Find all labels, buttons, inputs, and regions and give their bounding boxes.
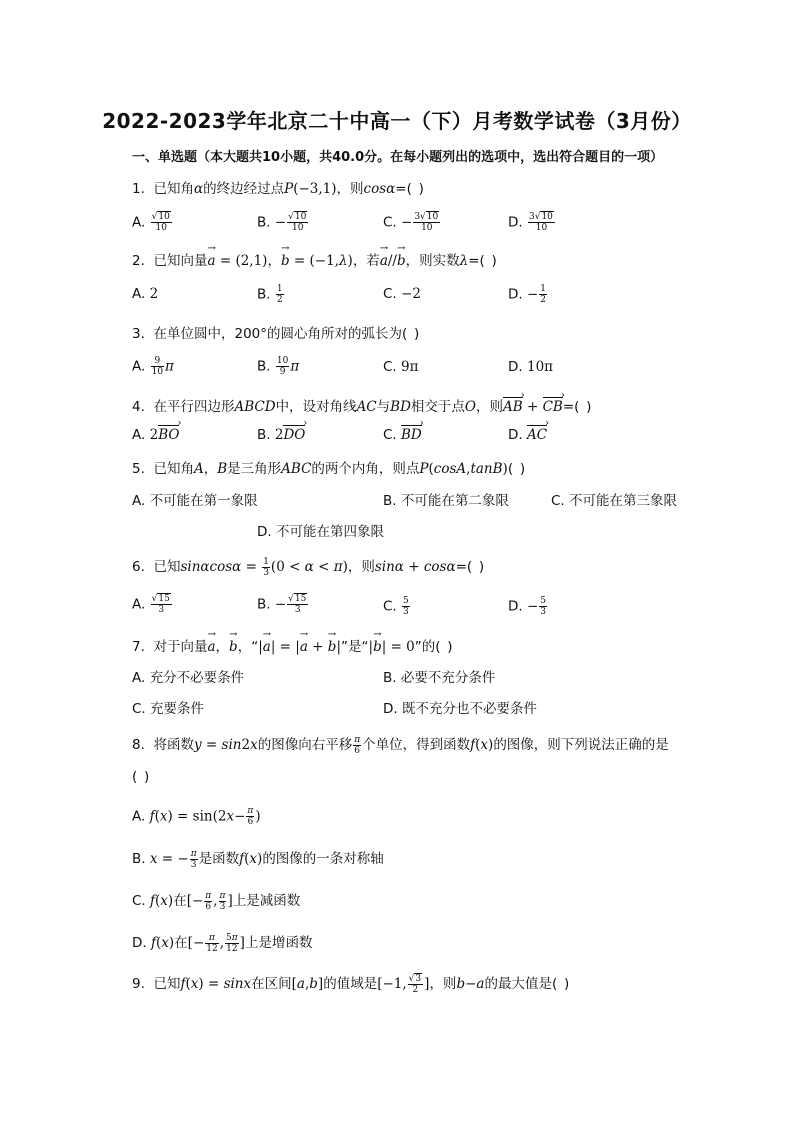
q5-option-d[interactable]: D. 不可能在第四象限 — [257, 524, 384, 540]
q8-option-a[interactable]: A. f(x) = sin(2x− $\frac{\pi}{6}$ ) — [132, 806, 261, 827]
question-8: 8. 将函数y = sin2x的图像向右平移 $\frac{\pi}{6}$ 个单位，得到函数f(x)的图像，则下列说法正确的是 — [132, 734, 669, 756]
q6-option-a[interactable]: A. $\frac{√15}{3}$ — [132, 594, 170, 615]
question-2: 2. 已知向量→ a = (2,1)，→ b = (−1,λ)，若→ a//→ b，则实数λ=( ) — [132, 249, 497, 269]
question-3: 3. 在单位圆中，200°的圆心角所对的弧长为( ) — [132, 326, 420, 342]
q5-option-b[interactable]: B. 不可能在第二象限 — [383, 493, 509, 509]
q8-option-d[interactable]: D. f(x)在[− $\frac{\pi}{12}$ , $\frac{5\pi}{12}$ ]上是增函数 — [132, 932, 313, 954]
question-5: 5. 已知角A，B是三角形ABC的两个内角，则点P(cosA,tanB)( ) — [132, 461, 526, 477]
q3-option-c[interactable]: C. 9π — [383, 359, 419, 375]
q4-option-d[interactable]: D. AC › — [508, 427, 547, 443]
question-8-tail: ( ) — [132, 769, 150, 785]
q4-option-c[interactable]: C. BD › — [383, 427, 422, 443]
q1-option-d[interactable]: D. $\frac{3√10}{10}$ — [508, 212, 553, 233]
q5-option-c[interactable]: C. 不可能在第三象限 — [551, 493, 678, 509]
q4-option-b[interactable]: B. 2DO › — [257, 427, 305, 443]
q2-option-c[interactable]: C. −2 — [383, 286, 421, 302]
section-heading: 一、单选题（本大题共10小题，共40.0分。在每小题列出的选项中，选出符合题目的一项） — [132, 150, 664, 165]
q2-option-d[interactable]: D. − $\frac{1}{2}$ — [508, 284, 547, 305]
q2-option-a[interactable]: A. 2 — [132, 286, 159, 302]
q4-option-a[interactable]: A. 2BO › — [132, 427, 179, 443]
q1-option-b[interactable]: B. − $\frac{√10}{10}$ — [257, 212, 307, 233]
q7-option-d[interactable]: D. 既不充分也不必要条件 — [383, 701, 537, 717]
q7-option-b[interactable]: B. 必要不充分条件 — [383, 670, 496, 686]
q6-option-d[interactable]: D. − $\frac{5}{3}$ — [508, 596, 547, 617]
question-9: 9. 已知f(x) = sinx在区间[a,b]的值域是[−1, $\frac{√3}{2}$ ]，则b−a的最大值是( ) — [132, 973, 570, 995]
q3-option-a[interactable]: A. $\frac{9}{10}$ π — [132, 356, 174, 377]
q3-option-d[interactable]: D. 10π — [508, 359, 554, 375]
question-7: 7. 对于向量→ a，→ b，“|→ a| = |→ a + → b|”是“|→ b| = 0”的( ) — [132, 635, 453, 655]
question-6: 6. 已知sinαcosα = $\frac{1}{3}$ (0 < α < π)，则sinα + cosα=( ) — [132, 556, 485, 578]
q2-option-b[interactable]: B. $\frac{1}{2}$ — [257, 284, 283, 305]
q6-option-b[interactable]: B. − $\frac{√15}{3}$ — [257, 594, 307, 615]
question-1: 1. 已知角α的终边经过点P(−3,1)，则cosα=( ) — [132, 181, 424, 197]
q5-option-a[interactable]: A. 不可能在第一象限 — [132, 493, 258, 509]
q1-option-c[interactable]: C. − $\frac{3√10}{10}$ — [383, 212, 439, 233]
q8-option-c[interactable]: C. f(x)在[− $\frac{\pi}{6}$ , $\frac{\pi}{3}$ ]上是减函数 — [132, 890, 301, 912]
q3-option-b[interactable]: B. $\frac{10}{9}$ π — [257, 356, 300, 377]
q6-option-c[interactable]: C. $\frac{5}{3}$ — [383, 596, 409, 617]
q7-option-a[interactable]: A. 充分不必要条件 — [132, 670, 245, 686]
page-title: 2022-2023学年北京二十中高一（下）月考数学试卷（3月份） — [102, 109, 692, 133]
q7-option-c[interactable]: C. 充要条件 — [132, 701, 205, 717]
q8-option-b[interactable]: B. x = − $\frac{\pi}{3}$ 是函数f(x)的图像的一条对称轴 — [132, 848, 384, 870]
question-4: 4. 在平行四边形ABCD中，设对角线AC与BD相交于点O，则AB › + CB ›=( ) — [132, 395, 591, 415]
q1-option-a[interactable]: A. $\frac{√10}{10}$ — [132, 212, 170, 233]
